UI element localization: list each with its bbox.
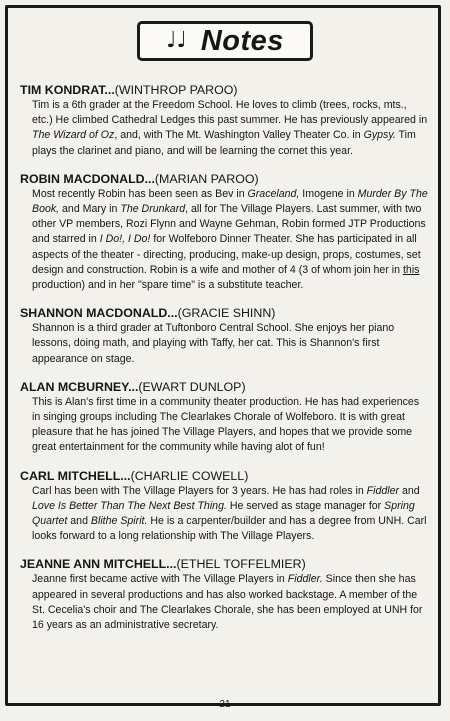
cast-heading bbox=[20, 82, 430, 98]
bio-text: The Drunkard bbox=[120, 203, 186, 216]
bio-text: Shannon is a third grader at Tuftonboro Central School. She enjoys her piano lessons, doing math, and playing with Taffy, her cat. This is Shannon's first appearance on stage. bbox=[32, 322, 395, 365]
bio-text: Most recently Robin has been seen as Bev in bbox=[32, 187, 248, 200]
bio-text: He served as stage manager for bbox=[226, 499, 385, 512]
cast-role: (CHARLIE COWELL) bbox=[130, 468, 249, 483]
bio-text: Graceland, bbox=[247, 187, 300, 200]
bio-text: this bbox=[402, 263, 420, 276]
bio-text: Imogene in bbox=[299, 187, 358, 200]
cast-role: (EWART DUNLOP) bbox=[138, 379, 246, 394]
cast-entry bbox=[20, 305, 430, 367]
cast-name: TIM KONDRAT... bbox=[20, 83, 115, 97]
cast-name: SHANNON MACDONALD... bbox=[20, 306, 178, 321]
cast-bio bbox=[20, 395, 430, 456]
cast-entry bbox=[20, 556, 430, 633]
music-notes-icon: ♩♩ bbox=[166, 28, 187, 53]
bio-text: This is Alan's first time in a community theater production. He has had experiences in singing groups including The Clearlakes Chorale of Wolfeboro. It is with great pleasure that he has joined The Village Players, and hopes that we provide some great entertainment for the community while having alot of fun! bbox=[32, 395, 420, 454]
bio-text: Murder By The Book, bbox=[32, 187, 428, 216]
bio-text: , all for The Village Players. Last summer, with two other VP members, Rozi Flynn and Wayne Gehman, Robin formed JTP Productions and starred in bbox=[32, 203, 426, 246]
cast-name: ALAN MCBURNEY... bbox=[20, 379, 139, 394]
bio-text: Fiddler. bbox=[287, 573, 323, 586]
cast-heading bbox=[20, 556, 430, 572]
cast-role: (GRACIE SHINN) bbox=[177, 306, 276, 321]
cast-name: CARL MITCHELL... bbox=[20, 468, 131, 483]
bio-text: , and, with The Mt. Washington Valley Theater Co. in bbox=[114, 129, 364, 142]
bio-text: and bbox=[399, 484, 420, 497]
bio-text: Spring Quartet bbox=[32, 499, 415, 528]
cast-heading bbox=[20, 379, 430, 395]
cast-entry bbox=[20, 82, 430, 159]
cast-role: (MARIAN PAROO) bbox=[154, 171, 259, 186]
cast-role: (ETHEL TOFFELMIER) bbox=[176, 557, 306, 572]
cast-bio bbox=[20, 187, 430, 293]
cast-name: JEANNE ANN MITCHELL... bbox=[20, 557, 177, 572]
cast-name: ROBIN MACDONALD... bbox=[20, 171, 155, 186]
cast-notes bbox=[20, 82, 430, 645]
cast-role: (WINTHROP PAROO) bbox=[114, 83, 238, 97]
bio-text: Blithe Spirit. bbox=[90, 515, 148, 528]
cast-bio bbox=[20, 321, 430, 367]
cast-bio bbox=[20, 572, 430, 633]
bio-text: He is a carpenter/builder and has a degree from UNH. Carl looks forward to a long relationship with The Village Players. bbox=[32, 515, 427, 543]
page-title: Notes bbox=[200, 24, 284, 57]
bio-text: Love Is Better Than The Next Best Thing. bbox=[32, 499, 227, 512]
cast-heading bbox=[20, 305, 430, 321]
cast-bio bbox=[20, 98, 430, 159]
cast-entry bbox=[20, 468, 430, 545]
cast-bio bbox=[20, 484, 430, 545]
notes-header bbox=[137, 21, 313, 61]
cast-heading bbox=[20, 171, 430, 187]
page-number: -21- bbox=[216, 699, 234, 710]
bio-text: Jeanne first became active with The Village Players in bbox=[32, 573, 288, 586]
bio-text: and Mary in bbox=[59, 203, 121, 216]
bio-text: Tim is a 6th grader at the Freedom School. He loves to climb (trees, rocks, mts., etc.) He climbed Cathedral Ledges this past summer. He has previously appeared in bbox=[32, 99, 428, 127]
bio-text: Fiddler bbox=[366, 484, 400, 497]
bio-text: The Wizard of Oz bbox=[32, 129, 115, 142]
cast-entry bbox=[20, 171, 430, 293]
bio-text: Carl has been with The Village Players for 3 years. He has had roles in bbox=[32, 484, 367, 497]
bio-text: production) and in her "spare time" is a substitute teacher. bbox=[32, 279, 304, 292]
bio-text: for Wolfeboro Dinner Theater. She has participated in all aspects of the theater - directing, producing, make-up design, props, costumes, set design and construction. Robin is a wife and mother of 4 (3 of whom join her in bbox=[32, 233, 421, 276]
bio-text: Gypsy. bbox=[363, 129, 396, 142]
cast-heading bbox=[20, 468, 430, 484]
cast-entry bbox=[20, 379, 430, 456]
bio-text: Tim plays the clarinet and piano, and will be learning the cornet this year. bbox=[32, 129, 416, 157]
bio-text: Since then she has appeared in several productions and has also worked backstage. A member of the St. Cecelia's choir and The Clearlakes Chorale, she has been employed at UNH for 16 years as an administrative secretary. bbox=[32, 573, 423, 632]
bio-text: I Do!, I Do! bbox=[99, 233, 151, 246]
bio-text: and bbox=[67, 515, 91, 528]
